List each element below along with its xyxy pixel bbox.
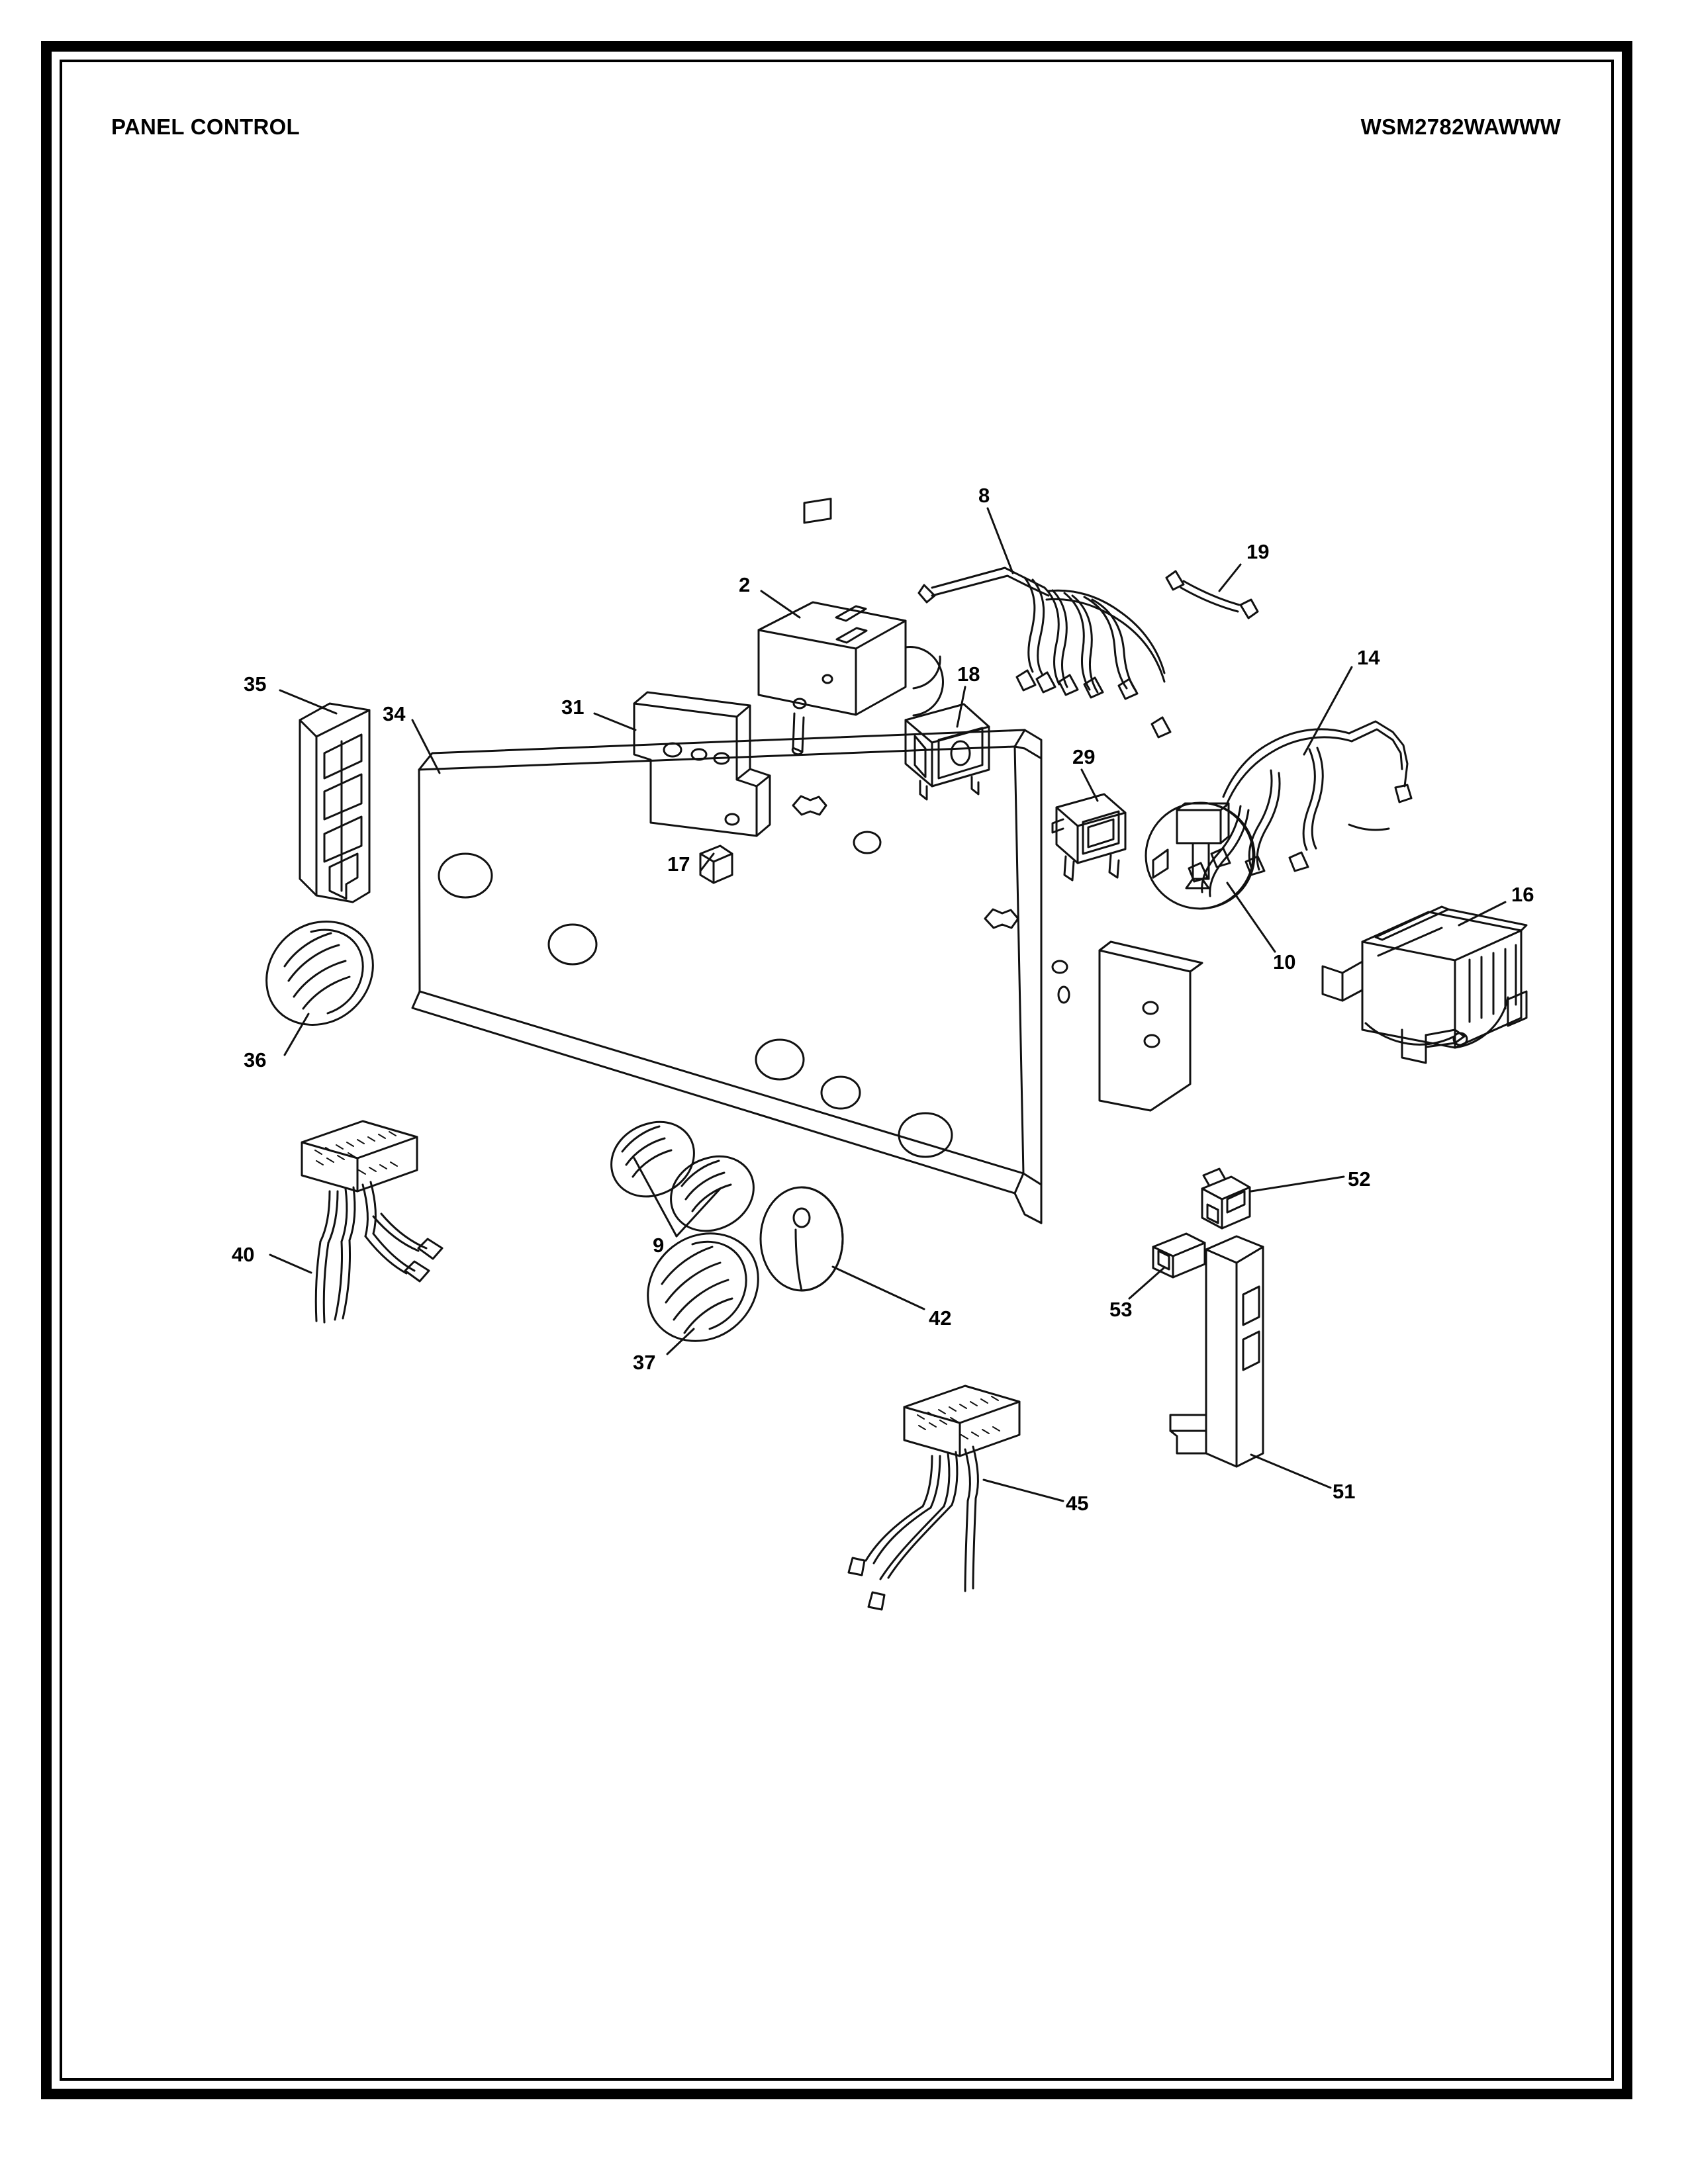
callout-42: 42 [929,1306,952,1330]
callout-36: 36 [244,1048,267,1071]
page-inner-border [60,60,1614,2081]
callout-31: 31 [561,696,585,719]
callout-16: 16 [1511,883,1534,906]
callout-17: 17 [667,852,690,876]
callout-34: 34 [383,702,406,725]
model-number: WSM2782WAWWW [1360,114,1561,139]
callout-8: 8 [978,484,990,507]
callout-18: 18 [957,662,980,686]
page-title: PANEL CONTROL [111,114,301,139]
callout-37: 37 [633,1351,656,1374]
callout-52: 52 [1348,1167,1371,1191]
callout-35: 35 [244,672,267,696]
callout-14: 14 [1357,646,1380,669]
callout-51: 51 [1333,1480,1356,1503]
page-outer-border [41,41,1632,2099]
callout-19: 19 [1246,540,1270,563]
callout-9: 9 [653,1234,665,1257]
callout-10: 10 [1273,950,1296,974]
callout-2: 2 [739,573,751,596]
callout-53: 53 [1109,1298,1133,1321]
callout-40: 40 [232,1243,255,1266]
callout-29: 29 [1072,745,1096,768]
callout-45: 45 [1066,1492,1089,1515]
